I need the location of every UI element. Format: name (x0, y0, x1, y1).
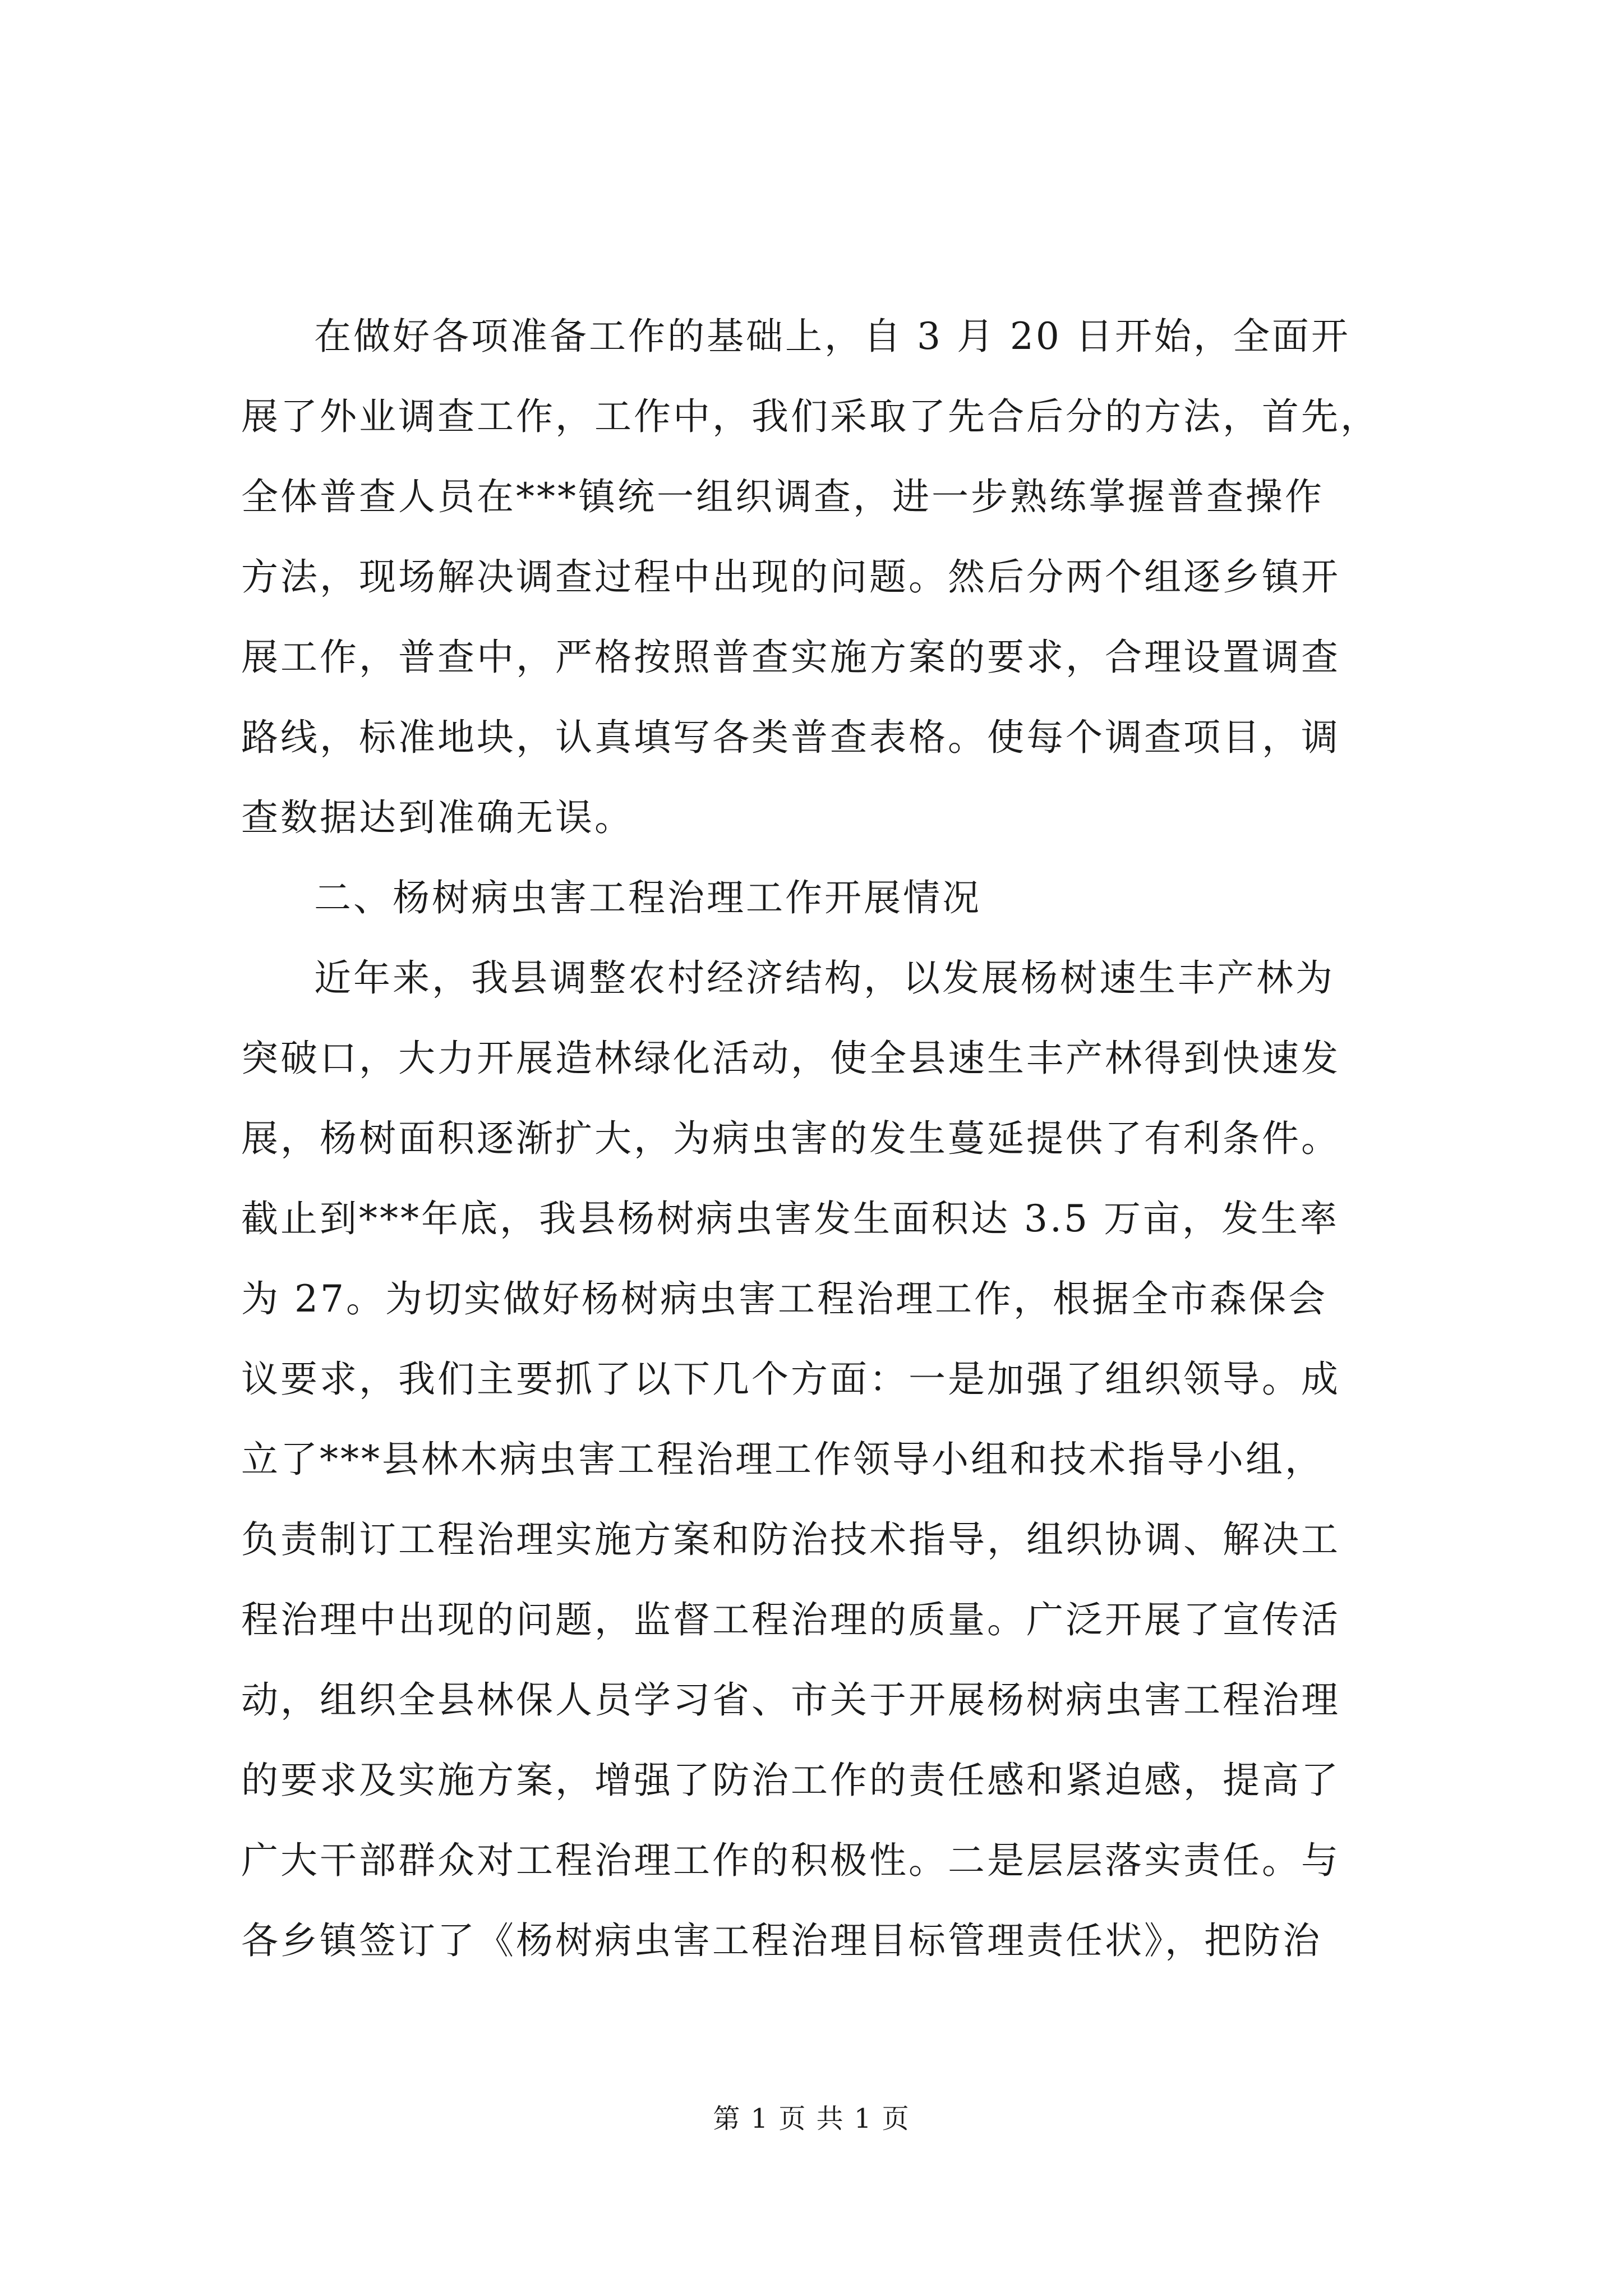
paragraph-line: 展，杨树面积逐渐扩大，为病虫害的发生蔓延提供了有利条件。 (241, 1117, 1340, 1160)
paragraph-line: 广大干部群众对工程治理工作的积极性。二是层层落实责任。与 (241, 1839, 1340, 1882)
page-footer: 第 1 页 共 1 页 (713, 2103, 910, 2134)
paragraph-line: 在做好各项准备工作的基础上，自 3 月 20 日开始，全面开 (314, 315, 1350, 358)
body-text (241, 296, 1419, 1981)
paragraph-line: 近年来，我县调整农村经济结构，以发展杨树速生丰产林为 (314, 956, 1335, 1000)
section-heading: 二、杨树病虫害工程治理工作开展情况 (314, 876, 981, 919)
paragraph-line: 突破口，大力开展造林绿化活动，使全县速生丰产林得到快速发 (241, 1037, 1340, 1080)
paragraph-line: 方法，现场解决调查过程中出现的问题。然后分两个组逐乡镇开 (241, 555, 1340, 599)
paragraph-line: 为 27。为切实做好杨树病虫害工程治理工作，根据全市森保会 (241, 1277, 1327, 1320)
paragraph-line: 截止到***年底，我县杨树病虫害发生面积达 3.5 万亩，发生率 (241, 1197, 1339, 1240)
paragraph-line: 负责制订工程治理实施方案和防治技术指导，组织协调、解决工 (241, 1518, 1340, 1561)
paragraph-line: 路线，标准地块，认真填写各类普查表格。使每个调查项目，调 (241, 716, 1340, 759)
paragraph-line: 各乡镇签订了《杨树病虫害工程治理目标管理责任状》，把防治 (241, 1919, 1322, 1962)
paragraph-line: 动，组织全县林保人员学习省、市关于开展杨树病虫害工程治理 (241, 1678, 1340, 1722)
paragraph-line: 议要求，我们主要抓了以下几个方面：一是加强了组织领导。成 (241, 1358, 1340, 1401)
paragraph-line: 程治理中出现的问题，监督工程治理的质量。广泛开展了宣传活 (241, 1598, 1340, 1641)
paragraph-line: 展了外业调查工作，工作中，我们采取了先合后分的方法，首先， (241, 395, 1380, 438)
paragraph-line: 的要求及实施方案，增强了防治工作的责任感和紧迫感，提高了 (241, 1759, 1340, 1802)
paragraph-line: 全体普查人员在***镇统一组织调查，进一步熟练掌握普查操作 (241, 475, 1324, 518)
paragraph-line: 查数据达到准确无误。 (241, 796, 634, 839)
paragraph-line: 展工作，普查中，严格按照普查实施方案的要求，合理设置调查 (241, 636, 1340, 679)
paragraph-line: 立了***县林木病虫害工程治理工作领导小组和技术指导小组， (241, 1438, 1324, 1481)
